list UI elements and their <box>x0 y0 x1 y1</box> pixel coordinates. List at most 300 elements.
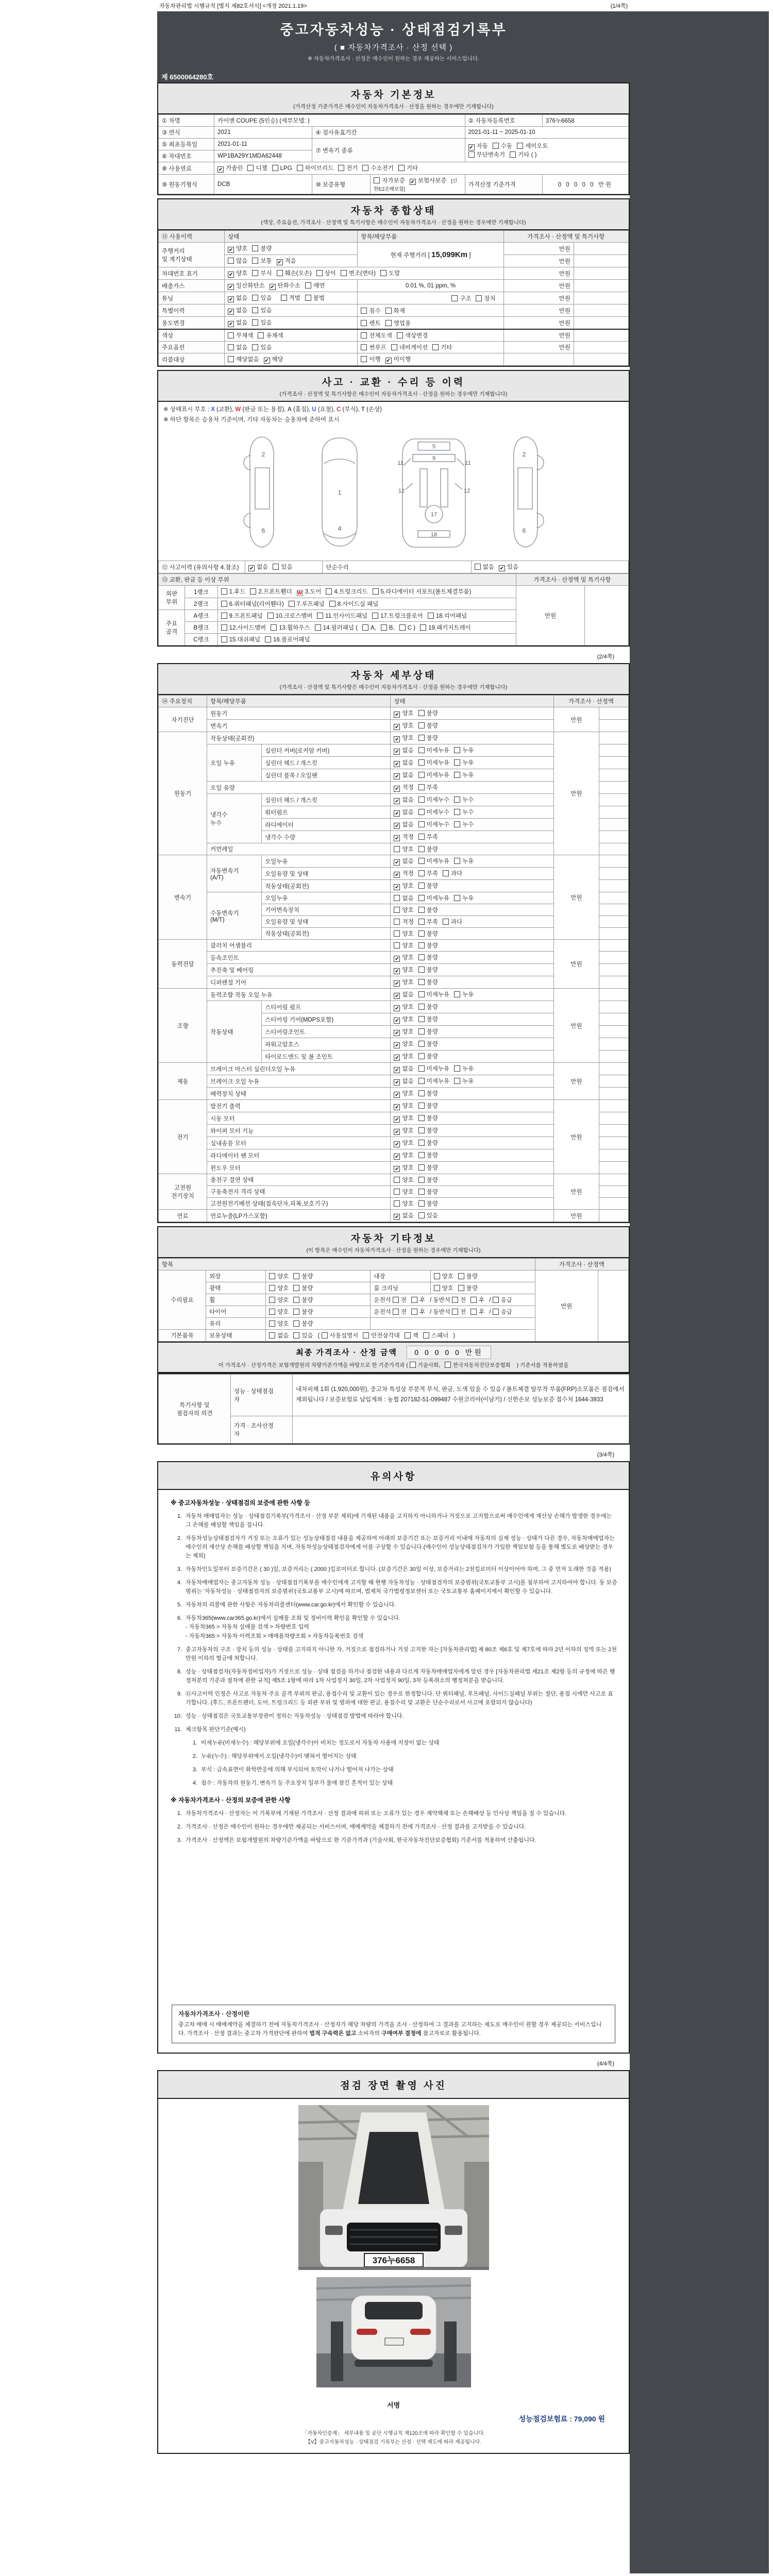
label-tire: 타이어 <box>206 1306 266 1318</box>
simple-repair-options <box>471 561 628 573</box>
option <box>418 1199 438 1208</box>
row-mileage-label: 주행거리 및 계기상태 <box>159 243 225 267</box>
tire-position-options: 운전석 전 후 / 동반석 전 후 / 응급 <box>371 1306 535 1318</box>
option <box>418 734 438 742</box>
etc-header <box>158 1227 629 1258</box>
option-label: 6.쿼터패널(리어휀다) <box>229 601 284 607</box>
option <box>394 953 413 962</box>
basic-info-header <box>158 83 629 114</box>
option <box>228 343 247 351</box>
remark-cell <box>599 880 628 892</box>
item-label: 오일유량 및 상태 <box>262 916 391 928</box>
option <box>293 1308 313 1316</box>
checked-checkbox-icon: ✔ <box>395 774 399 779</box>
option <box>452 1296 466 1304</box>
checkbox-icon <box>228 344 234 350</box>
car-right-side-diagram <box>503 432 548 553</box>
option-label: 유채색 <box>266 333 283 339</box>
footer-line-1: 「자동차인증제」 세부내용 및 공단 시행규칙 제120조에 따라 확인할 수 있습니다. <box>302 2431 485 2436</box>
checkbox-icon <box>361 320 367 326</box>
option <box>418 1126 438 1134</box>
option <box>394 833 413 841</box>
option <box>418 894 449 902</box>
checkbox-icon <box>418 1078 425 1084</box>
option <box>317 612 367 620</box>
option <box>221 600 284 608</box>
item-state-options <box>391 1210 553 1222</box>
option-label: 누유 <box>462 772 474 778</box>
item-label: 작동상태(공회전) <box>207 732 391 744</box>
remark-cell <box>599 1149 628 1162</box>
option <box>252 269 272 277</box>
option <box>322 1331 359 1340</box>
checkbox-icon <box>315 624 321 631</box>
col-state: 상태 <box>391 696 553 707</box>
option <box>277 269 312 277</box>
checked-checkbox-icon: ✔ <box>410 179 415 185</box>
checkbox-icon <box>252 319 258 326</box>
item-label: 윈도우 모터 <box>207 1162 391 1174</box>
option <box>221 623 266 632</box>
item-state-options <box>391 1149 553 1162</box>
option-label: 후 <box>479 1309 485 1315</box>
checkbox-icon <box>394 919 400 925</box>
checkbox-icon <box>293 1332 299 1338</box>
option <box>341 269 376 277</box>
checkbox-icon <box>418 710 425 716</box>
checkbox-icon <box>445 1362 451 1368</box>
checked-checkbox-icon: ✔ <box>395 724 399 730</box>
section-title: 점검 장면 촬영 사진 <box>340 2080 447 2091</box>
option <box>454 771 474 779</box>
remark-cell <box>599 1198 628 1210</box>
option-label: 무채색 <box>236 333 254 339</box>
rank-a: A랭크 <box>185 610 217 622</box>
remark-cell <box>599 916 628 928</box>
option <box>428 612 467 620</box>
option-label: 없음 <box>402 858 414 865</box>
option <box>418 1101 438 1110</box>
checked-checkbox-icon: ✔ <box>395 885 399 890</box>
option-label: 미세누유 <box>426 992 450 998</box>
checkbox-icon <box>454 809 460 815</box>
overall-table <box>158 230 629 366</box>
checked-checkbox-icon: ✔ <box>386 358 391 364</box>
checkbox-icon <box>297 165 303 171</box>
item-label: 연료누출(LP가스포함) <box>207 1210 391 1222</box>
notice-item: 11. 체크항목 판단기준(예시) <box>174 1726 246 1733</box>
option-label: 없음 <box>402 748 414 754</box>
option-label: 기타 <box>406 165 418 172</box>
remark-cell <box>574 280 628 292</box>
option-label: 적정 <box>402 834 414 840</box>
rank-b-items <box>217 622 516 634</box>
item-label: 추진축 및 베어링 <box>207 964 391 976</box>
option-label: B, <box>389 625 395 631</box>
option <box>394 783 413 792</box>
checkbox-icon <box>338 165 344 171</box>
remark-cell <box>599 819 628 831</box>
label-hold-state: 보유상태 <box>206 1330 266 1342</box>
option <box>454 1064 474 1073</box>
item-state-options <box>391 952 553 964</box>
option <box>394 1139 413 1147</box>
option <box>454 820 474 828</box>
inspection-fee <box>158 2412 629 2429</box>
row-color-label: 색상 <box>159 329 225 342</box>
inspector-label: 성능 · 상태점검 자 <box>231 1375 293 1416</box>
item-label: 변속기 <box>207 720 391 732</box>
option <box>258 331 283 340</box>
option <box>228 281 265 290</box>
option <box>418 1027 438 1036</box>
checkbox-icon <box>273 564 279 570</box>
item-label: 실린더 블록 / 오일팬 <box>262 769 391 782</box>
col-price: 가격조사 · 산정액 <box>553 696 628 707</box>
option-label: 기술사회, <box>417 1362 441 1368</box>
checkbox-icon <box>252 258 258 264</box>
mileage-value: 15,099Km <box>431 250 468 259</box>
sub-group-label: 수동변속기 (M/T) <box>207 892 262 940</box>
sub-group-label: 오일 누유 <box>207 744 262 782</box>
option <box>269 1319 289 1328</box>
checkbox-icon <box>452 1297 458 1303</box>
option <box>418 906 438 914</box>
checkbox-icon <box>252 270 258 276</box>
option-label: 3.도어 <box>305 589 322 595</box>
remark-cell <box>599 940 628 952</box>
option-label: 전체도색 <box>369 333 392 339</box>
item-state-options <box>391 904 553 916</box>
option-label: 전 <box>460 1297 466 1303</box>
option <box>338 164 358 172</box>
final-price-label: 최종 가격조사 · 산정 금액 <box>296 1348 397 1357</box>
checkbox-icon <box>418 1177 425 1183</box>
option <box>458 1284 478 1292</box>
price-cell: 만원 <box>503 317 574 330</box>
option <box>385 319 411 327</box>
repair-mark-icon: W <box>297 590 303 596</box>
option <box>228 306 247 315</box>
option <box>289 600 325 608</box>
option <box>394 709 413 718</box>
rank-b: B랭크 <box>185 622 217 634</box>
rank-2-items <box>217 598 516 610</box>
code-a: A <box>287 406 292 413</box>
item-state-options <box>391 757 553 769</box>
option <box>418 795 449 804</box>
option <box>394 929 413 938</box>
checkbox-icon <box>228 356 234 362</box>
option-label: 적법 <box>289 295 300 301</box>
remark-cell <box>599 794 628 806</box>
option-label: 있음 <box>281 564 293 570</box>
item-state-options <box>391 769 553 782</box>
interior-options <box>430 1270 535 1282</box>
checkbox-icon <box>418 1028 425 1035</box>
checked-checkbox-icon: ✔ <box>395 737 399 742</box>
row-main-option-label: 주요옵션 <box>159 342 225 353</box>
option <box>391 343 428 351</box>
checkbox-icon <box>418 1200 425 1207</box>
option <box>394 965 413 974</box>
checked-checkbox-icon: ✔ <box>249 566 254 571</box>
checkbox-icon <box>289 601 295 607</box>
checked-checkbox-icon: ✔ <box>228 309 233 315</box>
tuning-options <box>225 292 358 304</box>
checkbox-icon <box>391 344 397 350</box>
option <box>293 1296 313 1304</box>
form-rule-reference: 자동차관리법 시행규칙 [별지 제82호서식] <개정 2021.1.19> <box>159 3 307 9</box>
checkbox-icon <box>428 613 434 619</box>
checkbox-icon <box>470 1297 477 1303</box>
checkbox-icon <box>269 1320 275 1327</box>
accident-history-row <box>158 561 629 573</box>
infobox-title: 자동차가격조사 · 산정이란 <box>178 2010 250 2018</box>
option-label: 불량 <box>260 246 272 252</box>
remark-cell <box>599 1162 628 1174</box>
option-label: 1.후드 <box>229 589 246 595</box>
option-label: 수동 <box>500 143 513 149</box>
value-car-name: 카이엔 COUPE (5인승) (세부모델: ) <box>214 115 465 127</box>
option-label: 불량 <box>426 1029 438 1035</box>
item-state-options <box>391 1026 553 1038</box>
option <box>269 1308 289 1316</box>
option-label: 없음 <box>402 1066 414 1072</box>
option <box>394 1114 413 1123</box>
device-group-label: 조향 <box>159 989 207 1063</box>
option <box>418 918 438 926</box>
option-label: 없음 <box>402 797 414 803</box>
svg-text:12: 12 <box>463 488 470 494</box>
remark-cell <box>599 806 628 819</box>
checked-checkbox-icon: ✔ <box>228 297 233 302</box>
remark-cell <box>599 1050 628 1063</box>
car-damage-diagrams <box>158 427 629 561</box>
checked-checkbox-icon: ✔ <box>228 272 233 278</box>
item-label: 실내송풍 모터 <box>207 1137 391 1149</box>
checkbox-icon <box>398 165 405 171</box>
item-label: 파워고압호스 <box>262 1038 391 1050</box>
option-label: 미세누유 <box>426 772 450 778</box>
option <box>393 1308 407 1316</box>
notice-item: 10. 성능 · 상태점검은 국토교통부장관이 정하는 자동차성능 · 상태점검 방법에 따라야 합니다. <box>174 1713 404 1719</box>
checked-checkbox-icon: ✔ <box>228 284 233 290</box>
rank-1-items <box>217 586 516 598</box>
checkbox-icon <box>329 601 335 607</box>
checked-checkbox-icon: ✔ <box>395 1092 399 1098</box>
checkbox-icon <box>423 1332 429 1338</box>
option <box>418 929 438 938</box>
option-label: 양호 <box>402 907 414 913</box>
label-inspection-period: ④ 검사유효기간 <box>312 127 465 139</box>
item-label: 작동상태(공회전) <box>262 880 391 892</box>
notice-item-list-2 <box>170 1809 617 1850</box>
item-state-options <box>391 1162 553 1174</box>
price-cell: 만원 <box>503 329 574 342</box>
option-label: 누수 <box>462 822 474 828</box>
option <box>373 587 472 596</box>
page-indicator-2: (2/4쪽) <box>157 650 630 663</box>
option <box>418 746 449 754</box>
option-label: 누유 <box>462 858 474 865</box>
fuel-options <box>214 162 629 175</box>
remark-cell <box>599 1137 628 1149</box>
option-label: 과다 <box>450 919 463 925</box>
section-accident-history <box>157 370 630 647</box>
option <box>454 857 474 865</box>
checkbox-icon <box>418 1103 425 1109</box>
checkbox-icon <box>418 1164 425 1171</box>
option <box>418 869 438 877</box>
notice-item: 4. 자동차매매업자는 중고자동차 성능 · 상태점검기록부를 매수인에게 고지할 때 현행 자동차성능 · 상태점검자의 보증범위(국토교통부 고시)를 첨부하여 고지하여야 합니다. 동 보증범위는 '자동차성능 · 상태점검자의 보증범위'(국토교통부 고시)에 따르며, 법제처 국가법령정보센터 또는 국토교통부 홈페이지에서 확인할 수 있습니다. <box>177 1580 617 1595</box>
item-label: 디퍼렌셜 기어 <box>207 976 391 989</box>
option <box>399 624 415 631</box>
option-label: 16.플로어패널 <box>273 637 310 643</box>
option <box>499 563 518 571</box>
checkbox-icon <box>458 1273 464 1279</box>
svg-text:11: 11 <box>397 460 404 466</box>
section-detail-state <box>157 663 630 1223</box>
option <box>315 623 358 632</box>
option <box>269 1284 289 1292</box>
mileage-state-options <box>225 243 358 255</box>
option <box>248 563 268 571</box>
footer-line-2: 【V】중고자동차성능 · 상태점검 기록부는 산정 · 선택 제도에 따라 제공됩니다. <box>305 2439 482 2445</box>
svg-text:12: 12 <box>398 488 405 494</box>
option <box>394 746 413 755</box>
option <box>418 1003 438 1011</box>
option <box>228 355 259 363</box>
remark-cell <box>574 267 628 280</box>
item-state-options <box>391 1038 553 1050</box>
option-label: 변조(변타) <box>348 270 376 277</box>
checked-checkbox-icon: ✔ <box>395 860 399 866</box>
checkbox-icon <box>372 613 378 619</box>
item-label: 작동상태(공회전) <box>262 928 391 940</box>
option-label: 많음 <box>236 258 248 264</box>
item-label: 스티어링 펌프 <box>262 1001 391 1013</box>
usage-kind-options <box>358 317 503 330</box>
option-label: 누수 <box>462 797 474 803</box>
price-appraisal-infobox: 자동차가격조사 · 산정이란 중고차 매매 시 매매계약을 체결하기 전에 자동차가격조사 · 산정자가 해당 차량의 가격을 조사 · 산정하여 그 결과를 고지하는 제도로 매수인이 원할 경우 제공되는 서비스입니다. 가격조사 · 산정 결과는 중고차 가격판단에 관하여 법적 구속력은 없고 소비자의 구매여부 결정에 참고자료로 활용됩니다. <box>172 2005 615 2043</box>
checkbox-icon <box>269 1297 275 1303</box>
option-label: 누유 <box>462 992 474 998</box>
option <box>452 1308 466 1316</box>
item-label: 등속조인트 <box>207 952 391 964</box>
device-group-label: 고전원 전기장치 <box>159 1174 207 1210</box>
option-label: 이행 <box>369 357 381 363</box>
option <box>394 1176 413 1184</box>
main-frame-group: 주요 골격 <box>159 610 185 646</box>
option-label: 양호 <box>442 1274 453 1280</box>
section-subtitle: (가격조사 · 산정액 및 특기사항은 매수인이 자동차가격조사 · 산정을 원하는 경우에만 기재합니다) <box>279 684 508 690</box>
item-label: 시동 모터 <box>207 1112 391 1125</box>
option <box>281 294 300 302</box>
checkbox-icon <box>418 954 425 960</box>
option-label: 불량 <box>426 979 438 986</box>
option <box>418 808 449 816</box>
svg-text:18: 18 <box>430 532 437 538</box>
checkbox-icon <box>277 270 283 276</box>
checked-checkbox-icon: ✔ <box>395 712 399 718</box>
option <box>410 1361 441 1369</box>
option-label: 양호 <box>236 270 248 277</box>
warranty-options <box>371 175 465 194</box>
checkbox-icon <box>493 143 499 149</box>
remark-cell <box>599 1088 628 1100</box>
option-label: 사용설명서 <box>329 1333 359 1339</box>
option <box>468 142 488 150</box>
checkbox-icon <box>394 846 400 852</box>
option <box>267 612 313 620</box>
option <box>418 857 449 865</box>
item-state-options <box>391 916 553 928</box>
option-label: 없음 <box>236 320 248 326</box>
panel-remark-cell <box>585 586 629 646</box>
item-state-options <box>391 782 553 794</box>
option <box>443 918 462 926</box>
col-device: ⑭ 주요장치 <box>159 696 207 707</box>
photo-car-rear-on-lift <box>316 2277 471 2387</box>
option <box>468 150 506 159</box>
item-state-options <box>391 720 553 732</box>
notice-header <box>158 1462 629 1490</box>
option <box>394 845 413 853</box>
option-label: 양호 <box>402 1153 414 1159</box>
option-label: 19.패키지트레이 <box>428 625 471 631</box>
checkbox-icon <box>418 821 425 827</box>
option-label: 2.프론트휀더 <box>258 589 292 595</box>
checkbox-icon <box>418 809 425 815</box>
col-price: 가격조사 · 산정액 및 특기사항 <box>503 231 628 243</box>
code-t: T <box>361 406 365 413</box>
gloss-options <box>266 1282 371 1294</box>
row-tuning-label: 튜닝 <box>159 292 225 304</box>
notice-item: 2. 누유(누수) : 해당부위에서 오일(냉각수)이 맺혀서 떨어지는 상태 <box>192 1753 357 1759</box>
option <box>252 294 272 302</box>
item-state-options <box>391 940 553 952</box>
option <box>398 164 418 172</box>
checkbox-icon <box>394 1189 400 1195</box>
option <box>418 941 438 950</box>
item-state-options <box>391 819 553 831</box>
option <box>394 857 413 866</box>
remark-cell <box>599 1001 628 1013</box>
option-label: 양호 <box>402 931 414 937</box>
option-label: 양호 <box>402 1016 414 1023</box>
label-wheel: 휠 <box>206 1294 266 1306</box>
price-cell: 만원 <box>503 280 574 292</box>
checkbox-icon <box>265 636 271 642</box>
option-label: 침수 <box>369 308 381 314</box>
photos-header <box>158 2071 629 2099</box>
checkbox-icon <box>228 332 234 338</box>
remark-cell <box>599 928 628 940</box>
option-label: 있음 <box>260 308 272 314</box>
option <box>418 845 438 853</box>
option-label: 불량 <box>426 723 438 729</box>
option <box>454 746 474 754</box>
price-cell: 만원 <box>553 989 599 1063</box>
option-label: 적정 <box>402 785 414 791</box>
checkbox-icon <box>418 883 425 889</box>
item-label: 발전기 출력 <box>207 1100 391 1112</box>
checkbox-icon <box>458 1285 464 1291</box>
section-basic-info <box>157 82 630 195</box>
remark-cell <box>599 707 628 720</box>
remark-cell <box>599 868 628 880</box>
